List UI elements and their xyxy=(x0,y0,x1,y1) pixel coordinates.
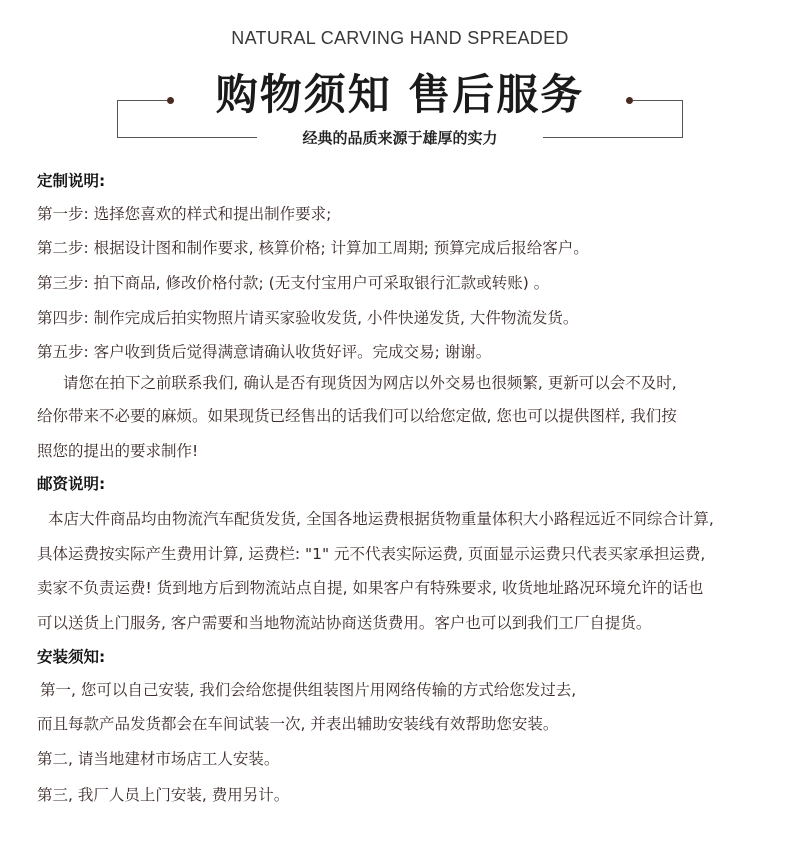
text-line: 第三步: 拍下商品, 修改价格付款; (无支付宝用户可采取银行汇款或转账) 。 xyxy=(37,274,550,292)
text-line: 第四步: 制作完成后拍实物照片请买家验收发货, 小件快递发货, 大件物流发货。 xyxy=(37,309,579,327)
text-line: 第一步: 选择您喜欢的样式和提出制作要求; xyxy=(37,205,332,223)
text-line: 本店大件商品均由物流汽车配货发货, 全国各地运费根据货物重量体积大小路程远近不同综合计算, xyxy=(48,510,714,528)
divider xyxy=(117,137,257,138)
divider xyxy=(117,100,118,137)
section-heading: 安装须知: xyxy=(37,648,106,666)
text-line: 卖家不负责运费! 货到地方后到物流站点自提, 如果客户有特殊要求, 收货地址路况环境允许的话也 xyxy=(37,579,704,597)
text-line: 照您的提出的要求制作! xyxy=(37,442,199,460)
text-line: 第五步: 客户收到货后觉得满意请确认收货好评。完成交易; 谢谢。 xyxy=(37,343,492,361)
english-tagline: NATURAL CARVING HAND SPREADED xyxy=(231,28,569,48)
text-line: 请您在拍下之前联系我们, 确认是否有现货因为网店以外交易也很频繁, 更新可以会不及时, xyxy=(63,374,677,392)
text-line: 可以送货上门服务, 客户需要和当地物流站协商送货费用。客户也可以到我们工厂自提货。 xyxy=(37,614,652,632)
divider xyxy=(117,100,167,101)
dot-icon xyxy=(626,97,633,104)
subtitle: 经典的品质来源于雄厚的实力 xyxy=(302,129,498,147)
section-heading: 定制说明: xyxy=(37,172,106,190)
text-line: 第一, 您可以自己安装, 我们会给您提供组装图片用网络传输的方式给您发过去, xyxy=(40,681,577,699)
text-line: 具体运费按实际产生费用计算, 运费栏: "1" 元不代表实际运费, 页面显示运费只代表买家承担运费, xyxy=(37,545,706,563)
divider xyxy=(633,100,683,101)
section-heading: 邮资说明: xyxy=(37,475,106,493)
text-line: 第三, 我厂人员上门安装, 费用另计。 xyxy=(37,786,290,804)
divider xyxy=(543,137,683,138)
page-title: 购物须知 售后服务 xyxy=(215,70,585,119)
divider xyxy=(682,100,683,137)
text-line: 第二步: 根据设计图和制作要求, 核算价格; 计算加工周期; 预算完成后报给客户。 xyxy=(37,239,589,257)
text-line: 第二, 请当地建材市场店工人安装。 xyxy=(37,750,280,768)
text-line: 给你带来不必要的麻烦。如果现货已经售出的话我们可以给您定做, 您也可以提供图样, 我们按 xyxy=(37,407,677,425)
text-line: 而且每款产品发货都会在车间试装一次, 并表出辅助安装线有效帮助您安装。 xyxy=(37,715,559,733)
dot-icon xyxy=(167,97,174,104)
